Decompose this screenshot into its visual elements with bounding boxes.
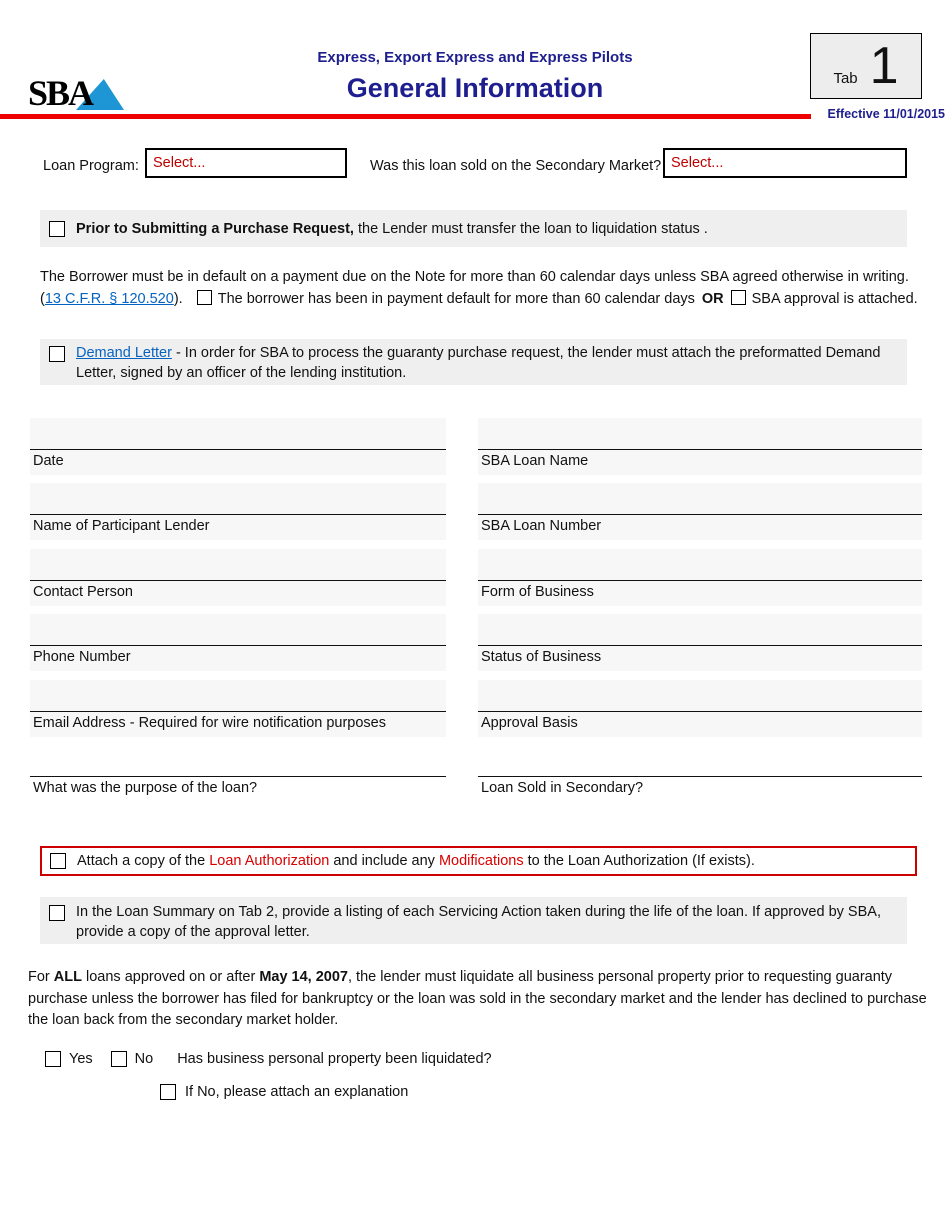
loan-authorization-checkbox[interactable] bbox=[50, 853, 66, 869]
default-paragraph bbox=[40, 266, 928, 310]
participant-lender-input[interactable] bbox=[30, 483, 446, 515]
field-approval-basis bbox=[478, 680, 922, 737]
sba-loan-name-input[interactable] bbox=[478, 418, 922, 450]
form-of-business-input[interactable] bbox=[478, 549, 922, 581]
loan-program-label: Loan Program: bbox=[43, 158, 139, 174]
date-input[interactable] bbox=[30, 418, 446, 450]
liquidated-question: Has business personal property been liquidated? bbox=[177, 1051, 492, 1067]
loan-authorization-text: Attach a copy of the Loan Authorization and include any Modifications to the Loan Authorization (If exists). bbox=[77, 853, 755, 869]
secondary-market-label: Was this loan sold on the Secondary Market? bbox=[370, 158, 662, 174]
loan-purpose-label: What was the purpose of the loan? bbox=[33, 779, 258, 796]
if-no-row bbox=[160, 1084, 408, 1100]
header-rule bbox=[0, 114, 811, 119]
tab-label: Tab bbox=[833, 69, 858, 87]
approval-basis-input[interactable] bbox=[478, 680, 922, 712]
status-of-business-input[interactable] bbox=[478, 614, 922, 646]
demand-letter-banner bbox=[40, 339, 907, 385]
phone-number-label: Phone Number bbox=[33, 649, 131, 666]
phone-number-input[interactable] bbox=[30, 614, 446, 646]
sba-approval-label: SBA approval is attached. bbox=[751, 291, 918, 307]
loan-summary-text: In the Loan Summary on Tab 2, provide a listing of each Servicing Action taken during the life of the loan. If approved by SBA, provide a copy of the approval letter. bbox=[76, 904, 881, 940]
contact-person-label: Contact Person bbox=[33, 583, 133, 600]
sba-loan-name-label: SBA Loan Name bbox=[481, 453, 589, 469]
liquidated-no-label: No bbox=[134, 1051, 154, 1067]
prior-purchase-text: Prior to Submitting a Purchase Request, the Lender must transfer the loan to liquidation status . bbox=[76, 220, 708, 237]
field-contact-person bbox=[30, 549, 446, 606]
loan-program-select-value: Select... bbox=[153, 155, 206, 171]
field-participant-lender bbox=[30, 483, 446, 540]
if-no-label: If No, please attach an explanation bbox=[185, 1084, 409, 1100]
contact-person-input[interactable] bbox=[30, 549, 446, 581]
liquidated-yes-label: Yes bbox=[69, 1051, 93, 1067]
prior-purchase-banner bbox=[40, 210, 907, 247]
field-phone-number bbox=[30, 614, 446, 671]
prior-purchase-checkbox[interactable] bbox=[49, 221, 65, 237]
email-address-input[interactable] bbox=[30, 680, 446, 712]
cfr-link[interactable]: 13 C.F.R. § 120.520 bbox=[44, 291, 174, 307]
sba-loan-number-label: SBA Loan Number bbox=[481, 518, 602, 535]
field-loan-sold-secondary bbox=[478, 745, 922, 802]
program-subtitle: Express, Export Express and Express Pilots bbox=[317, 49, 633, 66]
default-line1: The Borrower must be in default on a payment due on the Note for more than 60 calendar days unless SBA agreed otherwise in writing. bbox=[40, 269, 909, 285]
liquidated-yes-checkbox[interactable] bbox=[45, 1051, 61, 1067]
sba-approval-checkbox[interactable] bbox=[731, 290, 746, 305]
approval-basis-label: Approval Basis bbox=[481, 714, 578, 731]
date-label: Date bbox=[33, 453, 64, 469]
field-loan-purpose bbox=[30, 745, 446, 802]
payment-default-checkbox[interactable] bbox=[197, 290, 212, 305]
payment-default-label: The borrower has been in payment default for more than 60 calendar days bbox=[217, 291, 695, 307]
loan-program-select[interactable] bbox=[145, 148, 347, 178]
participant-lender-label: Name of Participant Lender bbox=[33, 518, 210, 535]
loan-summary-checkbox[interactable] bbox=[49, 905, 65, 921]
if-no-checkbox[interactable] bbox=[160, 1084, 176, 1100]
cfr-close: ). bbox=[173, 291, 183, 307]
sba-loan-number-input[interactable] bbox=[478, 483, 922, 515]
loan-purpose-input[interactable] bbox=[30, 745, 446, 777]
field-sba-loan-number bbox=[478, 483, 922, 540]
demand-letter-checkbox[interactable] bbox=[49, 346, 65, 362]
demand-letter-text: Demand Letter - In order for SBA to process the guaranty purchase request, the lender must attach the preformatted Demand Letter, signed by an officer of the lending institution. bbox=[76, 345, 881, 381]
field-date bbox=[30, 418, 446, 475]
email-address-label: Email Address - Required for wire notification purposes bbox=[33, 714, 386, 731]
page-title: General Information bbox=[346, 73, 604, 103]
liquidated-no-checkbox[interactable] bbox=[111, 1051, 127, 1067]
field-email-address bbox=[30, 680, 446, 737]
fields-grid bbox=[30, 418, 922, 810]
or-label: OR bbox=[701, 291, 724, 307]
form-of-business-label: Form of Business bbox=[481, 583, 594, 600]
field-status-of-business bbox=[478, 614, 922, 671]
status-of-business-label: Status of Business bbox=[481, 649, 602, 666]
loan-sold-secondary-input[interactable] bbox=[478, 745, 922, 777]
cfr-open: ( bbox=[40, 291, 45, 307]
loan-sold-secondary-label: Loan Sold in Secondary? bbox=[481, 779, 644, 796]
liquidation-paragraph: For ALL loans approved on or after May 14, 2007, the lender must liquidate all business personal property prior to requesting guaranty purchase unless the borrower has filed for bankruptcy or the loan was sold in the secondary market and the lender has declined to purchase the loan back from the secondary market holder. bbox=[28, 969, 927, 1028]
secondary-market-select[interactable] bbox=[663, 148, 907, 178]
tab-box bbox=[810, 33, 922, 99]
field-form-of-business bbox=[478, 549, 922, 606]
sba-logo-text: SBA bbox=[28, 73, 93, 113]
liquidated-question-row bbox=[45, 1051, 492, 1067]
loan-summary-banner bbox=[40, 897, 907, 944]
demand-letter-link[interactable]: Demand Letter bbox=[76, 345, 172, 361]
loan-authorization-box bbox=[40, 846, 917, 876]
secondary-market-select-value: Select... bbox=[671, 155, 724, 171]
tab-number: 1 bbox=[869, 37, 899, 95]
field-sba-loan-name bbox=[478, 418, 922, 475]
effective-date: Effective 11/01/2015 bbox=[827, 107, 945, 121]
